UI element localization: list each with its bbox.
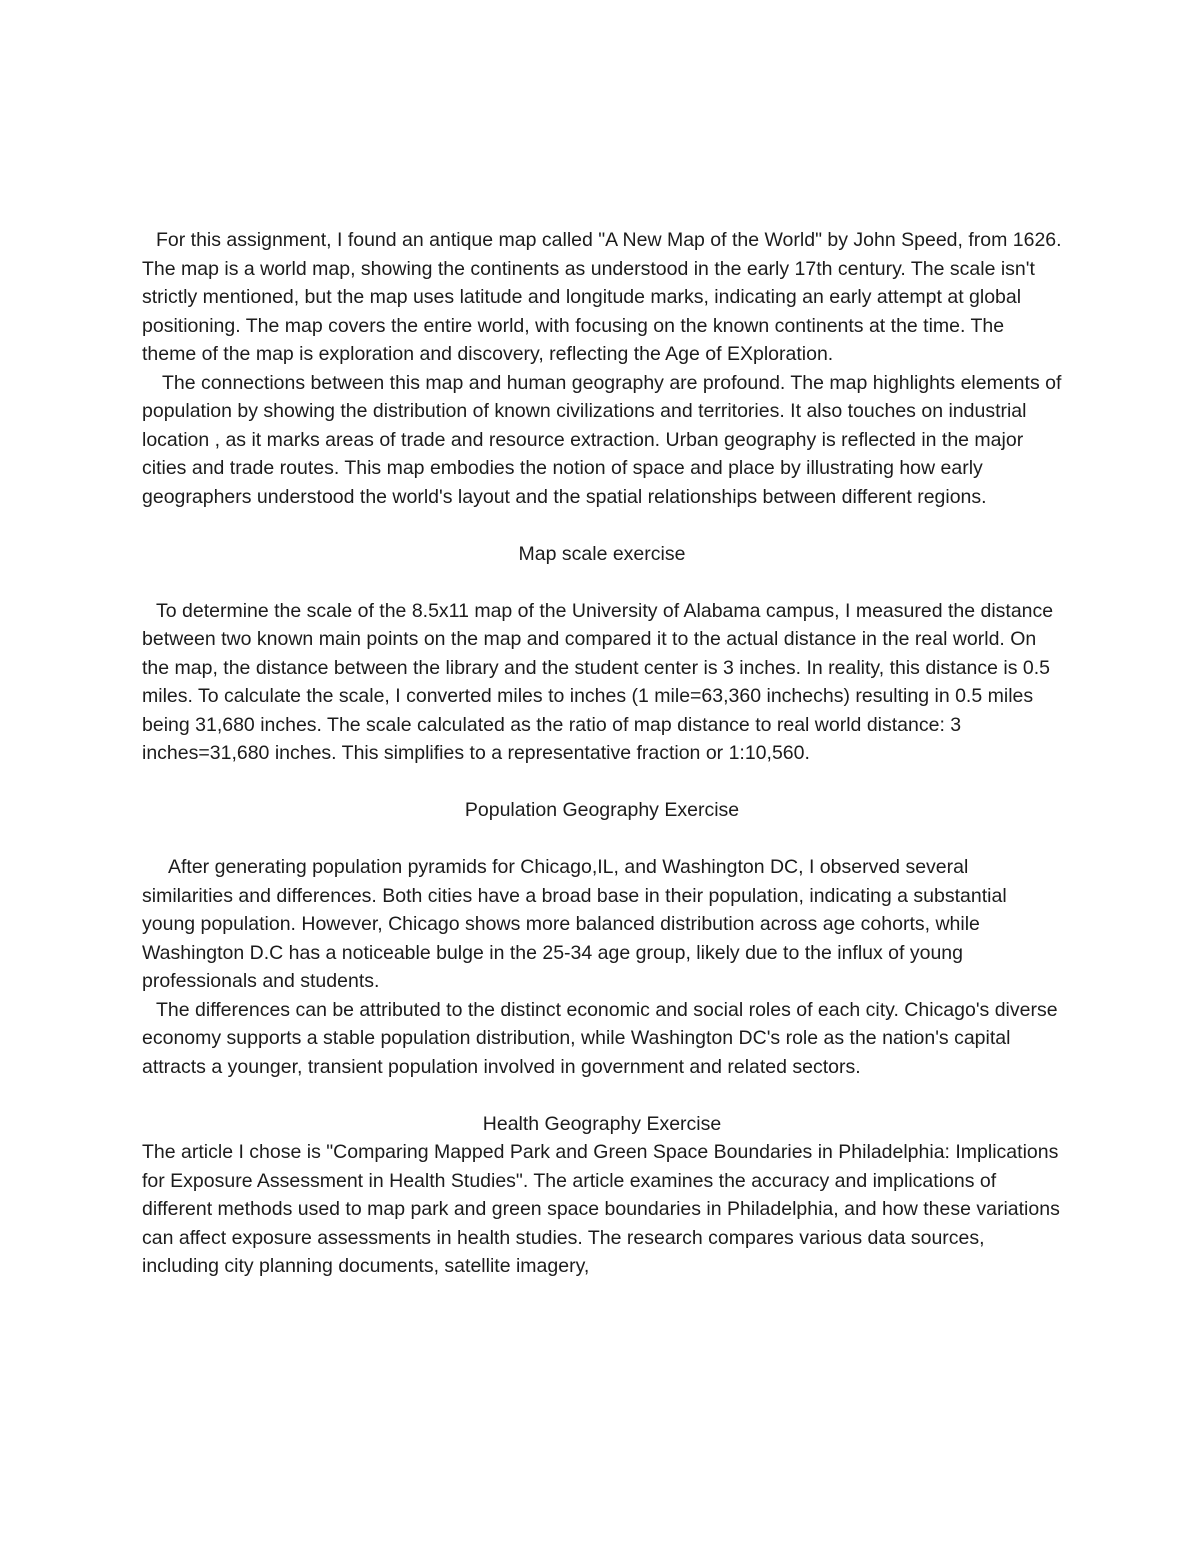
- population-heading: Population Geography Exercise: [464, 799, 740, 821]
- map-intro-paragraph-1: For this assignment, I found an antique map called "A New Map of the World" by John Speed, from 1626. The map is a world map, showing the continents as understood in the early 17th century. The scale isn't strictly mentioned, but the map uses latitude and longitude marks, indicating an early attempt at global positioning. The map covers the entire world, with focusing on the known continents at the time. The theme of the map is exploration and discovery, reflecting the Age of EXploration.: [142, 229, 1062, 365]
- document-body: [142, 226, 1062, 1281]
- map-scale-heading: Map scale exercise: [518, 542, 686, 565]
- map-intro-paragraph-2: The connections between this map and human geography are profound. The map highlights elements of population by showing the distribution of known civilizations and territories. It also touches on industrial location , as it marks areas of trade and resource extraction. Urban geography is reflected in the major cities and trade routes. This map embodies the notion of space and place by illustrating how early geographers understood the world's layout and the spatial relationships between different regions.: [142, 371, 1062, 508]
- spacer: [142, 825, 1062, 854]
- population-paragraph-1: After generating population pyramids for Chicago,IL, and Washington DC, I observed several similarities and differences. Both cities have a broad base in their population, indicating a substantial young population. However, Chicago shows more balanced distribution across age cohorts, while Washington D.C has a noticeable bulge in the 25-34 age group, likely due to the influx of young professionals and students.: [142, 856, 1007, 992]
- map-scale-paragraph: To determine the scale of the 8.5x11 map of the University of Alabama campus, I measured the distance between two known main points on the map and compared it to the actual distance in the real world. On the map, the distance between the library and the student center is 3 inches. In reality, this distance is 0.5 miles. To calculate the scale, I converted miles to inches (1 mile=63,360 inchechs) resulting in 0.5 miles being 31,680 inches. The scale calculated as the ratio of map distance to real world distance: 3 inches=31,680 inches. This simplifies to a representative fraction or 1:10,560.: [142, 599, 1054, 764]
- population-paragraph-2: The differences can be attributed to the distinct economic and social roles of each city. Chicago's diverse economy supports a stable population distribution, while Washington DC's role as the nation's capital attracts a younger, transient population involved in government and related sectors.: [142, 998, 1058, 1078]
- spacer: [142, 768, 1062, 797]
- health-heading: Health Geography Exercise: [482, 1112, 722, 1135]
- spacer: [142, 1081, 1062, 1110]
- health-paragraph: The article I chose is "Comparing Mapped Park and Green Space Boundaries in Philadelphia: Implications for Exposure Assessment in Health Studies". The article examines the accuracy and implications of different methods used to map park and green space boundaries in Philadelphia, and how these variations can affect exposure assessments in health studies. The research compares various data sources, including city planning documents, satellite imagery,: [142, 1141, 1060, 1277]
- spacer: [142, 568, 1062, 597]
- spacer: [142, 511, 1062, 540]
